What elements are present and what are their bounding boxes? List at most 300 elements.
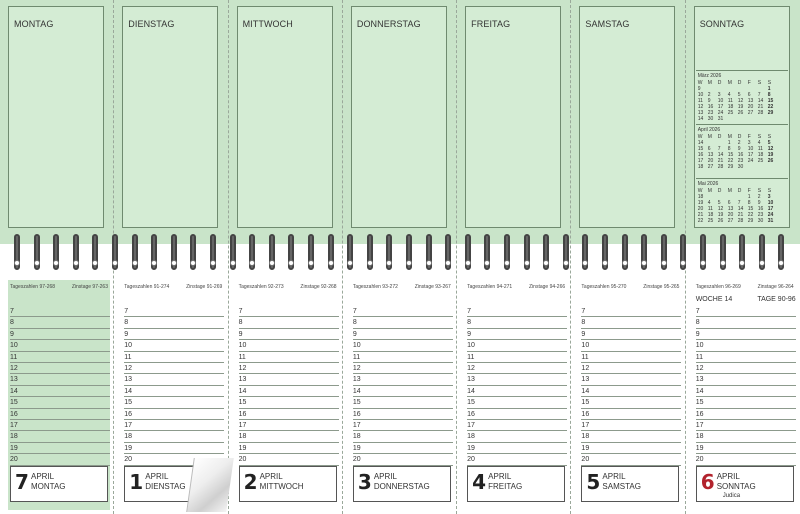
mini-calendar-cell: 3 (767, 194, 771, 200)
hour-line[interactable]: 9 (581, 329, 681, 340)
hour-line[interactable]: 13 (10, 374, 110, 385)
month-label: APRIL (716, 472, 740, 481)
mini-calendar-cell: 30 (757, 218, 764, 224)
mini-calendar-cell: 17 (747, 152, 754, 158)
mini-calendar-cell: 2 (707, 92, 711, 98)
day-title: SONNTAG (699, 19, 745, 29)
hour-line[interactable]: 20 (10, 454, 110, 465)
hour-line[interactable]: 10 (10, 340, 110, 351)
date-box (10, 466, 108, 502)
mini-calendar-cell: 18 (757, 152, 764, 158)
mini-calendar-cell: 15 (747, 206, 754, 212)
hour-line[interactable]: 19 (124, 443, 224, 454)
mini-calendar-cell: 4 (757, 140, 761, 146)
hour-line[interactable]: 18 (239, 431, 339, 442)
mini-calendar-cell: W (697, 134, 703, 140)
mini-calendar-cell: 13 (697, 110, 704, 116)
hour-line[interactable]: 15 (696, 397, 796, 408)
hour-line[interactable]: 10 (696, 340, 796, 351)
spiral-ring (698, 230, 708, 274)
mini-calendar-cell: S (757, 188, 762, 194)
hour-line[interactable]: 19 (353, 443, 453, 454)
punch-hole (504, 260, 510, 266)
hour-line[interactable]: 8 (124, 317, 224, 328)
hour-line[interactable]: 13 (467, 374, 567, 385)
mini-calendar-cell: 5 (767, 140, 771, 146)
mini-calendar-cell: 8 (747, 200, 751, 206)
month-label: APRIL (259, 472, 283, 481)
mini-calendar-cell: 10 (747, 146, 754, 152)
mini-calendar-title: April 2026 (697, 127, 721, 133)
zinstage-label: Zinstage 91-269 (186, 284, 223, 290)
mini-calendar-cell: 22 (697, 218, 704, 224)
mini-calendar-cell: F (747, 134, 751, 140)
mini-calendar-cell: 16 (737, 152, 744, 158)
mini-calendar-cell: 21 (737, 212, 744, 218)
mini-calendar-cell: 20 (727, 212, 734, 218)
hour-line[interactable]: 14 (10, 386, 110, 397)
mini-calendar-cell: 24 (747, 158, 754, 164)
punch-hole (759, 260, 765, 266)
mini-calendar-cell: M (707, 134, 712, 140)
zinstage-label: Zinstage 95-265 (643, 284, 680, 290)
mini-calendar (696, 124, 788, 170)
spiral-ring (12, 230, 22, 274)
hour-schedule (694, 280, 796, 510)
tageszahlen-label: Tageszahlen 96-269 (695, 284, 741, 290)
spiral-ring (32, 230, 42, 274)
hour-line[interactable]: 8 (10, 317, 110, 328)
weekday-label: MITTWOCH (259, 482, 304, 491)
hour-line[interactable]: 13 (581, 374, 681, 385)
hour-line[interactable]: 19 (696, 443, 796, 454)
mini-calendar-cell (758, 116, 768, 122)
punch-hole (426, 260, 432, 266)
hour-line[interactable]: 12 (467, 363, 567, 374)
punch-hole (14, 260, 20, 266)
mini-calendar-cell: 12 (767, 146, 774, 152)
hour-schedule (8, 280, 110, 510)
hour-line[interactable]: 19 (10, 443, 110, 454)
mini-calendar-cell: 8 (727, 146, 731, 152)
spiral-ring (659, 230, 669, 274)
hour-line[interactable]: 20 (353, 454, 453, 465)
hour-line[interactable]: 12 (239, 363, 339, 374)
hour-line[interactable]: 18 (467, 431, 567, 442)
hour-line[interactable]: 12 (124, 363, 224, 374)
date-box (696, 466, 794, 502)
zinstage-label: Zinstage 94-266 (529, 284, 566, 290)
mini-calendar-cell: 28 (717, 164, 724, 170)
hour-line[interactable]: 17 (239, 420, 339, 431)
weekday-label: FREITAG (488, 482, 523, 491)
hour-line[interactable]: 11 (239, 352, 339, 363)
spiral-ring (522, 230, 532, 274)
mini-calendar-cell: 27 (707, 164, 714, 170)
punch-hole (602, 260, 608, 266)
top-notes-box[interactable] (579, 6, 675, 228)
day-title: FREITAG (471, 19, 511, 29)
spiral-ring (286, 230, 296, 274)
spiral-ring (169, 230, 179, 274)
punch-hole (308, 260, 314, 266)
mini-calendar-cell: 16 (707, 104, 714, 110)
spiral-ring (502, 230, 512, 274)
hour-line[interactable]: 14 (239, 386, 339, 397)
mini-calendar-cell (768, 164, 778, 170)
mini-calendar-cell: 11 (707, 206, 713, 212)
hour-line[interactable]: 16 (239, 409, 339, 420)
hour-line[interactable]: 10 (124, 340, 224, 351)
mini-calendar-cell: 12 (697, 104, 704, 110)
hour-line[interactable]: 14 (696, 386, 796, 397)
mini-calendar-cell: 18 (727, 104, 734, 110)
hour-line[interactable]: 7 (696, 306, 796, 317)
mini-calendar-cell: 4 (707, 200, 711, 206)
hour-schedule (237, 280, 339, 510)
hour-line[interactable]: 14 (467, 386, 567, 397)
mini-calendar-cell: 25 (757, 158, 764, 164)
mini-calendar-cell: 10 (697, 92, 704, 98)
hour-line[interactable]: 18 (353, 431, 453, 442)
hour-line[interactable]: 20 (239, 454, 339, 465)
hour-line[interactable]: 10 (239, 340, 339, 351)
mini-calendar-cell: 25 (727, 110, 734, 116)
day-number: 7 (15, 470, 29, 494)
hour-line[interactable]: 9 (239, 329, 339, 340)
hour-line[interactable]: 15 (10, 397, 110, 408)
zinstage-label: Zinstage 97-263 (71, 284, 108, 290)
mini-calendar-cell: 16 (757, 206, 764, 212)
spiral-ring (208, 230, 218, 274)
mini-calendar-cell: 21 (697, 212, 704, 218)
month-label: APRIL (488, 472, 512, 481)
hour-line[interactable]: 14 (581, 386, 681, 397)
mini-calendar-cell: 23 (757, 212, 764, 218)
mini-calendar-cell: D (737, 134, 742, 140)
hour-line[interactable]: 16 (124, 409, 224, 420)
day-title: DIENSTAG (128, 19, 175, 29)
mini-calendar-cell: 18 (697, 164, 704, 170)
day-number: 5 (586, 470, 601, 494)
mini-calendar-cell: 11 (757, 146, 763, 152)
hour-line[interactable]: 12 (581, 363, 681, 374)
hour-line[interactable]: 11 (696, 352, 796, 363)
spiral-ring (463, 230, 473, 274)
mini-calendar-cell: 30 (737, 164, 744, 170)
mini-calendar-grid (696, 134, 788, 170)
date-box (353, 466, 451, 502)
punch-hole (171, 260, 177, 266)
mini-calendar-cell: 19 (767, 152, 774, 158)
week-number-row (696, 296, 796, 303)
hour-line[interactable]: 9 (353, 329, 453, 340)
day-count-row (353, 284, 451, 294)
hour-line[interactable]: 16 (10, 409, 110, 420)
spiral-ring (482, 230, 492, 274)
mini-calendar-cell: 23 (737, 158, 744, 164)
spiral-ring (306, 230, 316, 274)
mini-calendar (696, 70, 788, 122)
hour-line[interactable]: 16 (467, 409, 567, 420)
mini-calendar-cell: 31 (767, 218, 774, 224)
mini-calendar-cell: 5 (737, 92, 741, 98)
hour-line[interactable]: 11 (581, 352, 681, 363)
mini-calendar-cell: F (747, 188, 751, 194)
mini-calendar-cell: 8 (767, 92, 771, 98)
hour-line[interactable]: 8 (239, 317, 339, 328)
mini-calendar-cell: M (727, 134, 732, 140)
hour-line[interactable]: 12 (696, 363, 796, 374)
mini-calendar-cell: M (727, 188, 732, 194)
hour-line[interactable]: 17 (124, 420, 224, 431)
mini-calendar-cell: D (717, 80, 722, 86)
day-count-row (124, 284, 222, 294)
hour-line[interactable]: 18 (10, 431, 110, 442)
hour-line[interactable]: 18 (124, 431, 224, 442)
hour-line[interactable]: 17 (10, 420, 110, 431)
spiral-ring (51, 230, 61, 274)
mini-calendar-cell (748, 116, 758, 122)
hour-schedule (465, 280, 567, 510)
date-box (467, 466, 565, 502)
mini-calendar-cell (728, 116, 738, 122)
hour-line[interactable]: 15 (581, 397, 681, 408)
spiral-ring (345, 230, 355, 274)
punch-hole (34, 260, 40, 266)
hour-line[interactable]: 16 (353, 409, 453, 420)
mini-calendar-cell: 9 (757, 200, 761, 206)
spiral-ring (228, 230, 238, 274)
hour-line[interactable]: 10 (353, 340, 453, 351)
month-label: APRIL (145, 472, 169, 481)
punch-hole (73, 260, 79, 266)
spiral-ring (149, 230, 159, 274)
mini-calendar-cell: M (707, 188, 712, 194)
hour-line[interactable]: 20 (581, 454, 681, 465)
date-box (581, 466, 679, 502)
mini-calendar-cell: 19 (737, 104, 744, 110)
hour-line[interactable]: 12 (353, 363, 453, 374)
hour-line[interactable]: 15 (353, 397, 453, 408)
hour-line[interactable]: 8 (696, 317, 796, 328)
mini-calendar-cell: 17 (717, 104, 724, 110)
hour-line[interactable]: 8 (467, 317, 567, 328)
hour-line[interactable]: 9 (124, 329, 224, 340)
mini-calendar-cell: 6 (727, 200, 731, 206)
punch-hole (367, 260, 373, 266)
mini-calendar-cell: 15 (727, 152, 734, 158)
day-number: 2 (243, 470, 258, 494)
mini-calendar-cell: 29 (727, 164, 734, 170)
hour-line[interactable]: 13 (239, 374, 339, 385)
hour-schedule (579, 280, 681, 510)
hour-line[interactable]: 7 (124, 306, 224, 317)
spiral-ring (326, 230, 336, 274)
hour-line[interactable]: 19 (581, 443, 681, 454)
mini-calendar-cell: D (737, 80, 742, 86)
hour-line[interactable]: 13 (124, 374, 224, 385)
hour-line[interactable]: 18 (696, 431, 796, 442)
mini-calendar-cell: 15 (697, 146, 704, 152)
spiral-ring (90, 230, 100, 274)
mini-calendar-cell: 26 (717, 218, 724, 224)
day-number: 4 (472, 470, 487, 494)
hour-line[interactable]: 9 (696, 329, 796, 340)
spiral-ring (71, 230, 81, 274)
hour-line[interactable]: 13 (696, 374, 796, 385)
punch-hole (328, 260, 334, 266)
mini-calendar-cell: 3 (717, 92, 721, 98)
days-range-label: TAGE 90-96 (757, 296, 796, 303)
mini-calendar-cell: 23 (707, 110, 714, 116)
top-notes-box[interactable] (351, 6, 447, 228)
punch-hole (622, 260, 628, 266)
hour-line[interactable]: 17 (581, 420, 681, 431)
spiral-ring (580, 230, 590, 274)
spiral-ring (384, 230, 394, 274)
punch-hole (269, 260, 275, 266)
spiral-ring (424, 230, 434, 274)
mini-calendar-cell: 26 (737, 110, 744, 116)
hour-line[interactable]: 11 (10, 352, 110, 363)
mini-calendar-cell: M (707, 80, 712, 86)
hour-line[interactable]: 14 (124, 386, 224, 397)
mini-calendar-cell: S (757, 80, 762, 86)
mini-calendar-cell: 15 (767, 98, 774, 104)
spiral-ring (737, 230, 747, 274)
hour-line[interactable]: 17 (467, 420, 567, 431)
mini-calendar-cell: 30 (707, 116, 714, 122)
mini-calendar-cell: 12 (737, 98, 744, 104)
holiday-label: Judica (722, 493, 741, 499)
hour-line[interactable]: 15 (239, 397, 339, 408)
mini-calendar-cell: 17 (697, 158, 704, 164)
punch-hole (700, 260, 706, 266)
mini-calendar-cell (738, 116, 748, 122)
day-title: MONTAG (14, 19, 54, 29)
hour-line[interactable]: 10 (581, 340, 681, 351)
hour-line[interactable]: 12 (10, 363, 110, 374)
month-label: APRIL (373, 472, 397, 481)
hour-schedule (351, 280, 453, 510)
mini-calendar-cell: 11 (697, 98, 703, 104)
punch-hole (465, 260, 471, 266)
mini-calendar-cell: 26 (767, 158, 774, 164)
spiral-ring (188, 230, 198, 274)
spiral-ring (443, 230, 453, 274)
hour-line[interactable]: 7 (467, 306, 567, 317)
hour-line[interactable]: 17 (353, 420, 453, 431)
mini-calendar-cell: 18 (707, 212, 714, 218)
top-notes-box[interactable] (237, 6, 333, 228)
hour-line[interactable]: 16 (696, 409, 796, 420)
weekday-label: SONNTAG (716, 482, 756, 491)
mini-calendar-grid (696, 188, 788, 224)
hour-line[interactable]: 7 (10, 306, 110, 317)
spiral-ring (757, 230, 767, 274)
hour-line[interactable]: 11 (124, 352, 224, 363)
mini-calendar-cell: 7 (717, 146, 721, 152)
day-title: DONNERSTAG (356, 19, 421, 29)
mini-calendar-cell: 14 (697, 116, 704, 122)
punch-hole (563, 260, 569, 266)
hour-line[interactable]: 17 (696, 420, 796, 431)
hour-line[interactable]: 11 (353, 352, 453, 363)
spiral-binding (0, 230, 800, 278)
mini-calendar-cell: S (757, 134, 762, 140)
zinstage-label: Zinstage 93-267 (414, 284, 451, 290)
hour-line[interactable]: 20 (696, 454, 796, 465)
mini-calendar-cell: D (717, 134, 722, 140)
hour-line[interactable]: 11 (467, 352, 567, 363)
hour-line[interactable]: 8 (581, 317, 681, 328)
spiral-ring (267, 230, 277, 274)
mini-calendar-cell (768, 116, 778, 122)
mini-calendar-cell (758, 164, 768, 170)
mini-calendar-cell: 20 (707, 158, 714, 164)
punch-hole (661, 260, 667, 266)
hour-line[interactable]: 9 (467, 329, 567, 340)
hour-line[interactable]: 19 (239, 443, 339, 454)
page-curl (186, 458, 234, 512)
hour-line[interactable]: 14 (353, 386, 453, 397)
spiral-ring (247, 230, 257, 274)
mini-calendar-cell: 7 (757, 92, 761, 98)
hour-line[interactable]: 13 (353, 374, 453, 385)
hour-line[interactable]: 15 (124, 397, 224, 408)
hour-line[interactable]: 19 (467, 443, 567, 454)
spiral-ring (130, 230, 140, 274)
weekday-label: MONTAG (31, 482, 66, 491)
mini-calendar-cell: 9 (697, 86, 701, 92)
mini-calendar-cell: 4 (727, 92, 731, 98)
punch-hole (524, 260, 530, 266)
hour-line[interactable]: 9 (10, 329, 110, 340)
mini-calendar-cell: 13 (747, 98, 754, 104)
mini-calendar-cell: 22 (747, 212, 754, 218)
top-notes-box[interactable] (8, 6, 104, 228)
hour-line[interactable]: 10 (467, 340, 567, 351)
spiral-ring (541, 230, 551, 274)
day-number: 6 (700, 470, 715, 494)
hour-line[interactable]: 16 (581, 409, 681, 420)
hour-line[interactable]: 7 (581, 306, 681, 317)
hour-line[interactable]: 8 (353, 317, 453, 328)
hour-line[interactable]: 7 (239, 306, 339, 317)
mini-calendar-cell: 27 (747, 110, 754, 116)
mini-calendar-cell: 28 (737, 218, 744, 224)
mini-calendar-cell: 22 (727, 158, 734, 164)
top-notes-box[interactable] (122, 6, 218, 228)
hour-line[interactable]: 15 (467, 397, 567, 408)
spiral-ring (110, 230, 120, 274)
tageszahlen-label: Tageszahlen 91-274 (124, 284, 170, 290)
spiral-ring (600, 230, 610, 274)
mini-calendar-title: März 2026 (697, 73, 722, 79)
mini-calendar-cell: 14 (737, 206, 744, 212)
hour-line[interactable]: 7 (353, 306, 453, 317)
hour-line[interactable]: 18 (581, 431, 681, 442)
top-notes-box[interactable] (465, 6, 561, 228)
punch-hole (406, 260, 412, 266)
hour-line[interactable]: 20 (467, 454, 567, 465)
punch-hole (112, 260, 118, 266)
tageszahlen-label: Tageszahlen 94-271 (467, 284, 513, 290)
day-title: MITTWOCH (242, 19, 293, 29)
hour-line[interactable]: 20 (124, 454, 224, 465)
tageszahlen-label: Tageszahlen 93-272 (352, 284, 398, 290)
